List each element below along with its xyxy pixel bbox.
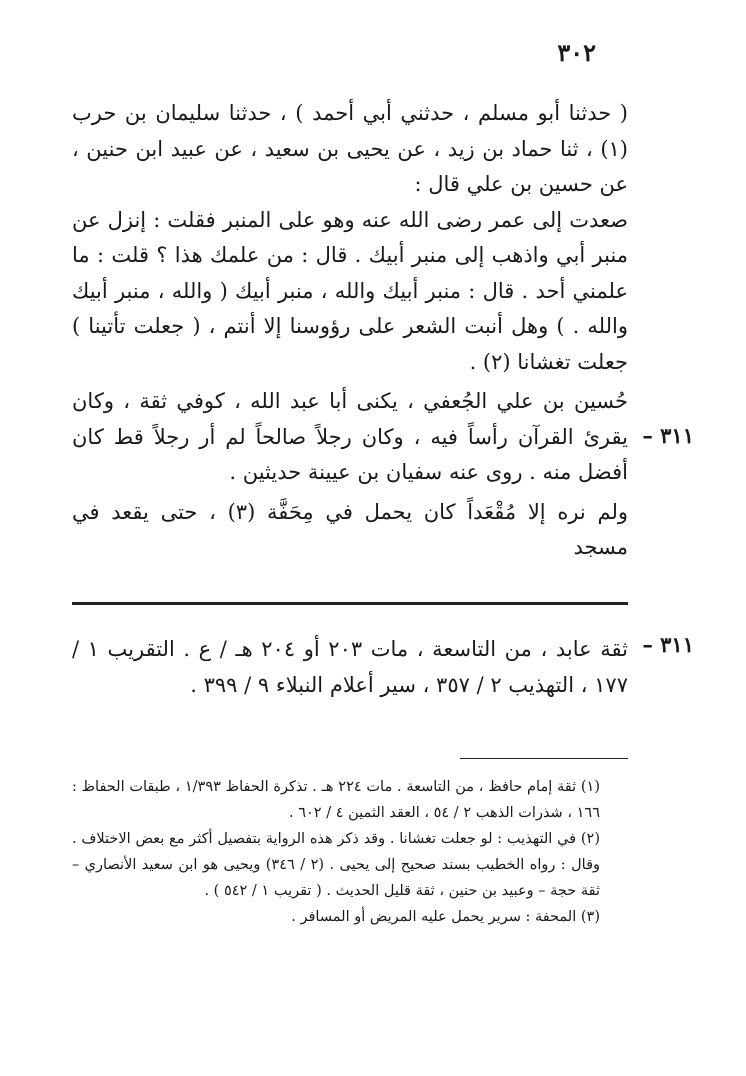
entry-number: ٣١١ – — [642, 423, 694, 448]
isnad-paragraph: ( حدثنا أبو مسلم ، حدثني أبي أحمد ) ، حدثنا سليمان بن حرب (١) ، ثنا حماد بن زيد ، عن يحيى بن سعيد ، عن عبيد ابن حنين ، عن حسين بن علي قال : — [72, 101, 628, 196]
entry-note-text: ثقة عابد ، من التاسعة ، مات ٢٠٣ أو ٢٠٤ هـ / ع . التقريب ١ / ١٧٧ ، التهذيب ٢ / ٣٥٧ ، سير أعلام النبلاء ٩ / ٣٩٩ . — [72, 637, 628, 697]
entry-paragraph: حُسين بن علي الجُعفي ، يكنى أبا عبد الله ، كوفي ثقة ، وكان يقرئ القرآن رأساً فيه ، وكان رجلاً صالحاً لم أر رجلاً قط كان أفضل منه . روى عنه سفيان بن عيينة حديثين . — [72, 389, 628, 484]
footnote-1: (١) ثقة إمام حافظ ، من التاسعة . مات ٢٢٤ هـ . تذكرة الحفاظ ١/٣٩٣ ، طبقات الحفاظ : ١٦٦ ، شذرات الذهب ٢ / ٥٤ ، العقد الثمين ٤ / ٦٠٢ . — [72, 779, 601, 821]
main-divider — [72, 602, 628, 605]
footnote-divider — [460, 758, 628, 759]
main-text — [72, 96, 628, 566]
entry-note — [72, 632, 628, 703]
footnote-3: (٣) المحفة : سرير يحمل عليه المريض أو المسافر . — [291, 909, 600, 925]
entry-continuation: ولم نره إلا مُقْعَداً كان يحمل في مِحَفَّة (٣) ، حتى يقعد في مسجد — [72, 499, 628, 559]
narration-paragraph: صعدت إلى عمر رضى الله عنه وهو على المنبر فقلت : إنزل عن منبر أبي واذهب إلى منبر أبيك . قال : من علمك هذا ؟ قلت : ما علمني أحد . قال : منبر أبيك والله ، منبر أبيك ( والله ، منبر أبيك والله . ) وهل أنبت الشعر على رؤوسنا إلا أنتم ، ( جعلت تأتينا ) جعلت تغشانا (٢) . — [72, 207, 628, 374]
footnotes — [72, 774, 628, 930]
footnote-2: (٢) في التهذيب : لو جعلت تغشانا . وقد ذكر هذه الرواية بتفصيل أكثر مع بعض الاختلاف . وقال : رواه الخطيب بسند صحيح إلى يحيى . (٢ / ٣٤٦) ويحيى هو ابن سعيد الأنصاري – ثقة حجة – وعبيد بن حنين ، ثقة قليل الحديث . ( تقريب ١ / ٥٤٢ ) . — [72, 831, 601, 899]
entry-note-number: ٣١١ – — [642, 632, 694, 657]
page-number: ٣٠٢ — [557, 38, 596, 67]
